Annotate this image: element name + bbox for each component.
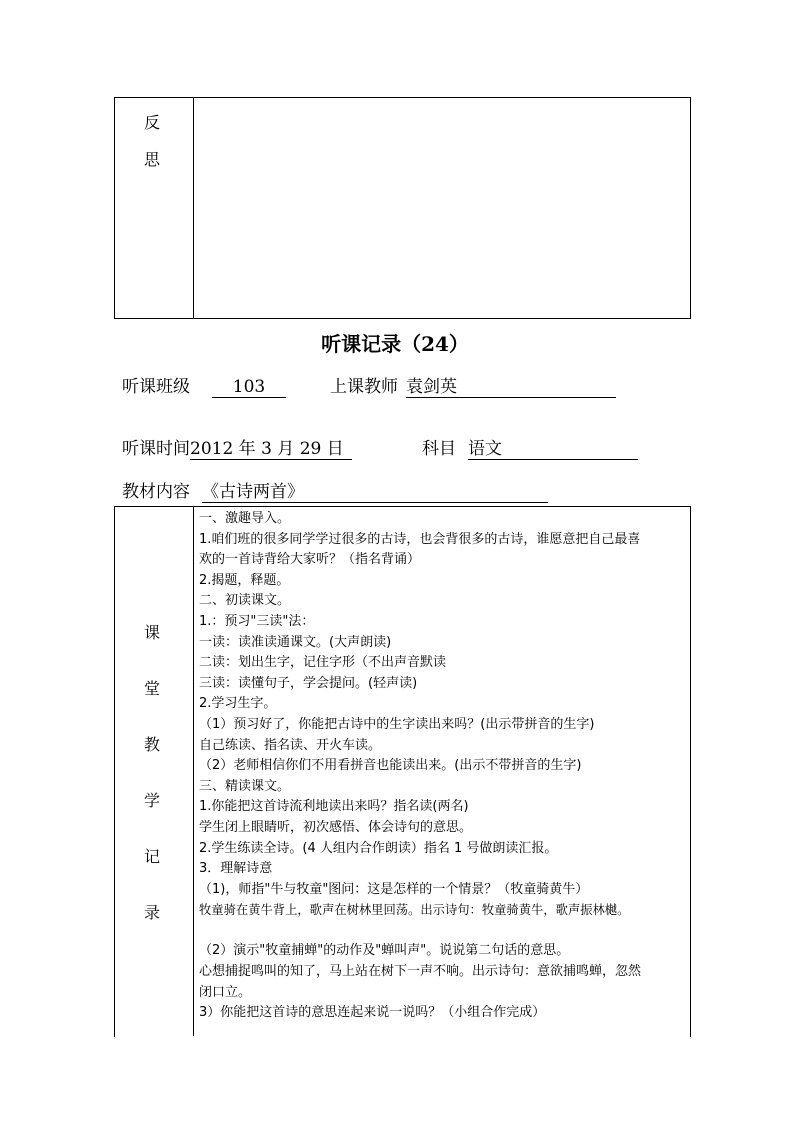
reflection-char: 思 — [143, 150, 160, 169]
record-line: 二、初读课文。 — [199, 593, 291, 609]
content-label: 教材内容 — [122, 482, 190, 502]
time-subject-row — [122, 434, 638, 460]
class-teacher-row — [122, 372, 616, 398]
record-char: 学 — [143, 791, 160, 810]
reflection-divider — [193, 97, 194, 319]
record-line: 学生闭上眼睛听，初次感悟、体会诗句的意思。 — [199, 819, 473, 835]
reflection-table — [114, 97, 691, 319]
record-line: 牧童骑在黄牛背上，歌声在树林里回荡。出示诗句：牧童骑黄牛，歌声振林樾。 — [199, 903, 630, 918]
record-char: 堂 — [143, 679, 160, 698]
record-line: （2）演示"牧童捕蝉"的动作及"蝉叫声"。说说第二句话的意思。 — [199, 943, 570, 959]
record-line: 1.你能把这首诗流利地读出来吗？指名读(两名) — [199, 799, 469, 815]
record-line: 三、精读课文。 — [199, 778, 291, 794]
record-char: 录 — [143, 903, 160, 922]
record-label — [140, 620, 164, 956]
record-line: （1)，师指"牛与牧童"图问：这是怎样的一个情景？（牧童骑黄牛） — [199, 881, 589, 897]
reflection-char: 反 — [143, 113, 160, 132]
record-line: 1.：预习"三读"法： — [199, 613, 315, 629]
subject-value: 语文 — [468, 439, 638, 460]
record-line: 3．理解诗意 — [199, 861, 273, 877]
record-line: 二读：划出生字，记住字形（不出声音默读 — [199, 655, 447, 671]
record-line: 闭口立。 — [199, 984, 252, 1000]
subject-label: 科目 — [422, 439, 456, 459]
record-content — [199, 509, 691, 1024]
teacher-value: 袁剑英 — [406, 377, 616, 398]
record-line — [199, 921, 691, 942]
time-value: 2012 年 3 月 29 日 — [190, 439, 352, 460]
record-char: 教 — [143, 735, 160, 754]
record-char: 记 — [143, 847, 160, 866]
record-line: 2.学习生字。 — [199, 696, 277, 712]
record-line: （1）预习好了，你能把古诗中的生字读出来吗？(出示带拼音的生字) — [199, 716, 595, 732]
record-line: 心想捕捉鸣叫的知了，马上站在树下一声不响。出示诗句：意欲捕鸣蝉，忽然 — [199, 964, 642, 980]
reflection-label — [140, 110, 164, 184]
record-line: 1.咱们班的很多同学学过很多的古诗，也会背很多的古诗，谁愿意把自己最喜 — [199, 531, 641, 547]
record-line: 一、激趣导入。 — [199, 511, 291, 526]
content-row — [122, 477, 548, 503]
record-divider — [193, 506, 194, 1036]
record-line: 三读：读懂句子，学会提问。(轻声读) — [199, 675, 418, 691]
content-value: 《古诗两首》 — [202, 482, 548, 503]
record-line: 2.揭题，释题。 — [199, 572, 290, 588]
record-line: 一读：读准读通课文。(大声朗读) — [199, 634, 392, 650]
record-line: 2.学生练读全诗。(4 人组内合作朗读）指名 1 号做朗读汇报。 — [199, 840, 558, 856]
record-line: 自己练读、指名读、开火车读。 — [199, 737, 382, 753]
record-line: （2）老师相信你们不用看拼音也能读出来。(出示不带拼音的生字) — [199, 758, 582, 774]
class-value: 103 — [212, 377, 286, 398]
teacher-label: 上课教师 — [330, 377, 398, 397]
record-line: 3）你能把这首诗的意思连起来说一说吗？（小组合作完成） — [199, 1005, 546, 1021]
record-line: 欢的一首诗背给大家听？（指名背诵） — [199, 552, 421, 568]
class-label: 听课班级 — [122, 377, 190, 397]
record-char: 课 — [143, 623, 160, 642]
time-label: 听课时间 — [122, 439, 190, 459]
page-title: 听课记录（24） — [321, 332, 469, 356]
